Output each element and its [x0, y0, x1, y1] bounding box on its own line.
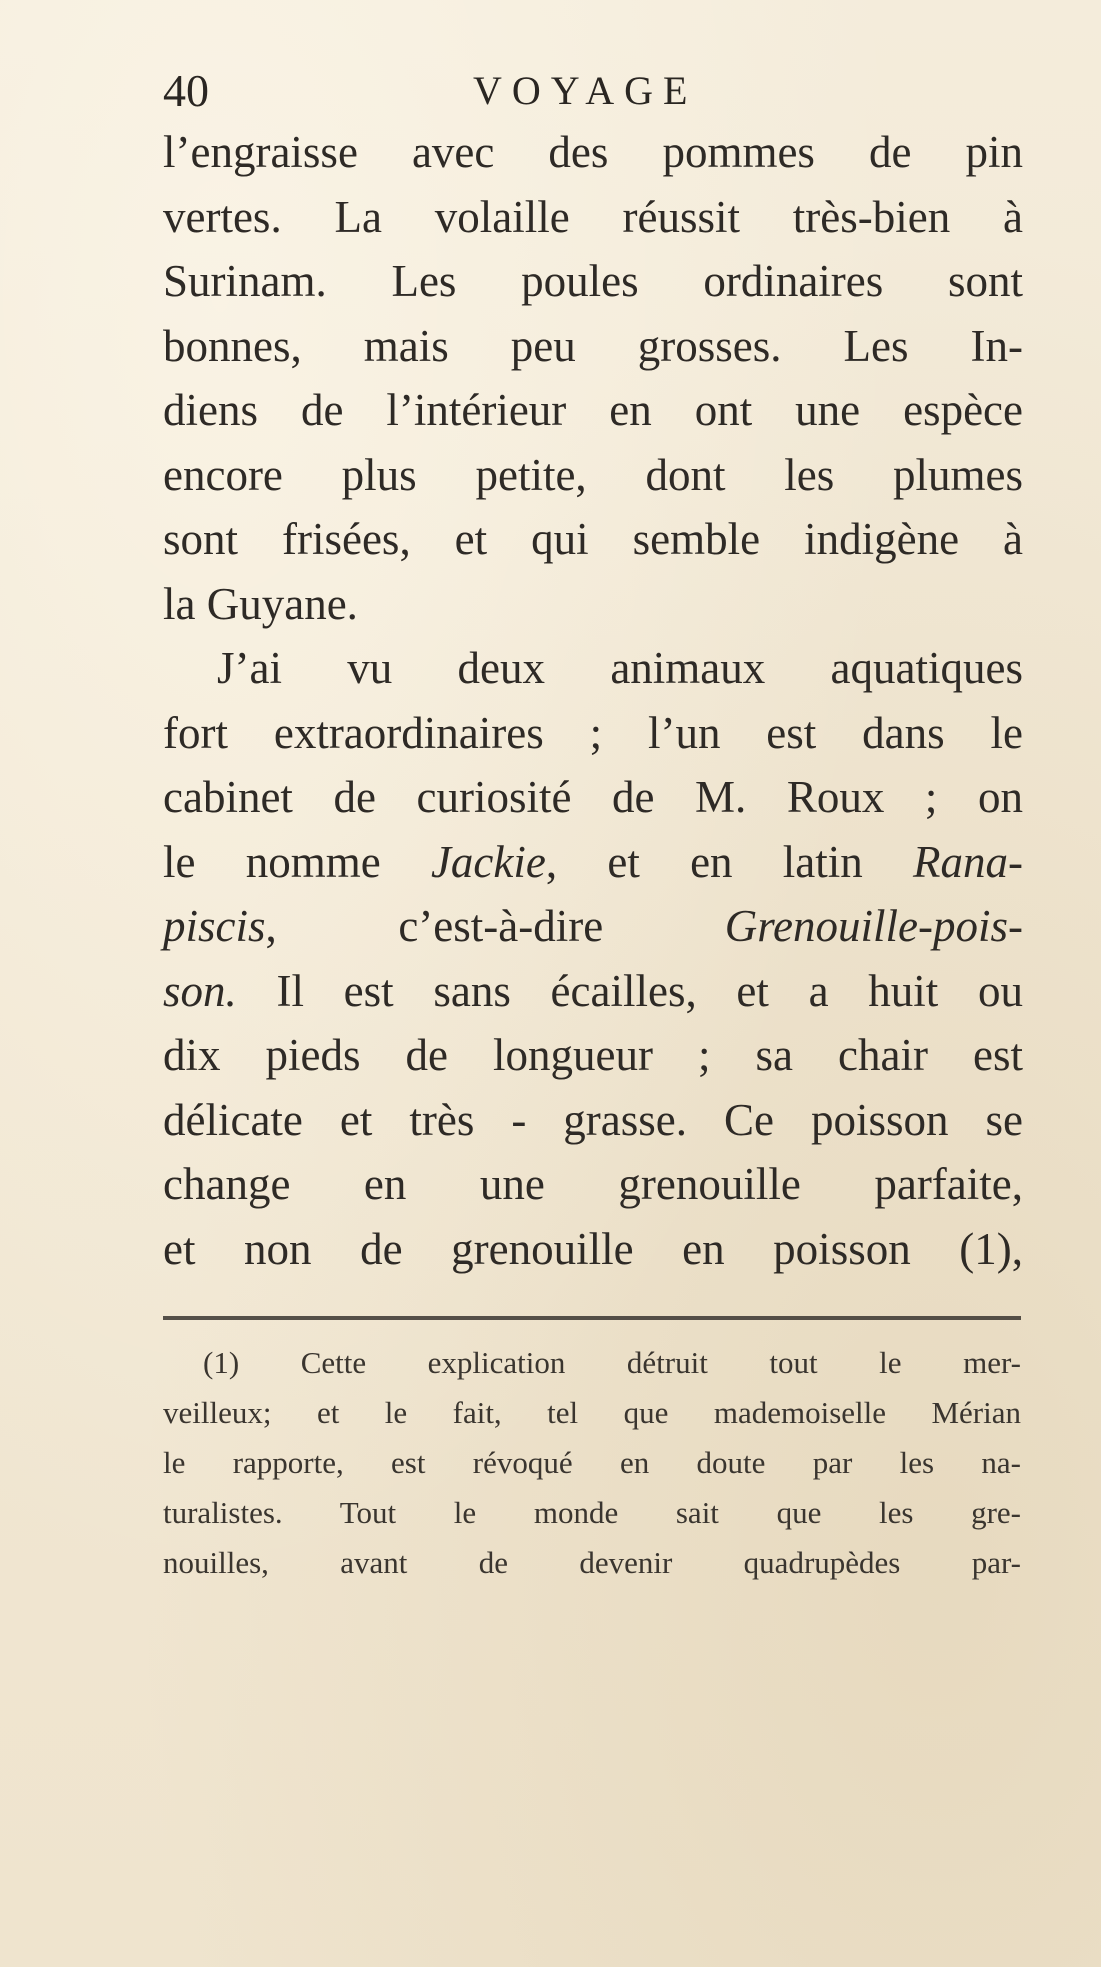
running-head: VOYAGE: [473, 68, 698, 113]
footnote-line: nouilles, avant de devenir quadrupèdes par-: [163, 1545, 1021, 1580]
text-run: Il est sans écailles, et a huit ou: [236, 965, 1023, 1016]
text-line: [163, 830, 1023, 895]
text-run: , et en latin: [545, 836, 914, 887]
text-line: change en une grenouille parfaite,: [163, 1159, 1023, 1209]
text-line: vertes. La volaille réussit très-bien à: [163, 191, 1023, 242]
text-line: encore plus petite, dont les plumes: [163, 449, 1023, 500]
text-line: l’engraisse avec des pommes de pin: [163, 127, 1023, 177]
italic-term: Grenouille-pois-: [724, 901, 1023, 951]
body-text: [163, 120, 1023, 1281]
text-line: J’ai vu deux animaux aquatiques: [217, 643, 1023, 693]
text-line: Surinam. Les poules ordinaires sont: [163, 256, 1023, 306]
footnote-divider: [163, 1316, 1021, 1320]
page-header: [163, 56, 1023, 126]
text-line: dix pieds de longueur ; sa chair est: [163, 1030, 1023, 1080]
italic-term: piscis: [163, 901, 266, 951]
text-line: fort extraordinaires ; l’un est dans le: [163, 707, 1023, 758]
text-line: cabinet de curiosité de M. Roux ; on: [163, 772, 1023, 822]
page-number: 40: [163, 65, 209, 116]
footnote-line: turalistes. Tout le monde sait que les gre-: [163, 1495, 1021, 1530]
text-line: la Guyane.: [163, 578, 358, 629]
text-run: , c’est-à-dire: [265, 901, 725, 951]
footnote-line: veilleux; et le fait, tel que mademoiselle Mérian: [163, 1395, 1021, 1430]
text-line: diens de l’intérieur en ont une espèce: [163, 385, 1023, 435]
text-line: délicate et très - grasse. Ce poisson se: [163, 1094, 1023, 1145]
text-line: [163, 959, 1023, 1024]
text-line: [163, 894, 1023, 959]
text-line: sont frisées, et qui semble indigène à: [163, 514, 1023, 564]
italic-term: son.: [163, 965, 237, 1016]
text-run: le nomme: [163, 836, 431, 887]
text-line: bonnes, mais peu grosses. Les In-: [163, 320, 1023, 371]
text-line: et non de grenouille en poisson (1),: [163, 1223, 1023, 1274]
footnote: [163, 1338, 1021, 1588]
italic-term: Jackie: [430, 836, 546, 887]
footnote-line: (1) Cette explication détruit tout le mer-: [203, 1345, 1021, 1380]
footnote-line: le rapporte, est révoqué en doute par les na-: [163, 1445, 1021, 1480]
italic-term: Rana-: [913, 836, 1023, 887]
